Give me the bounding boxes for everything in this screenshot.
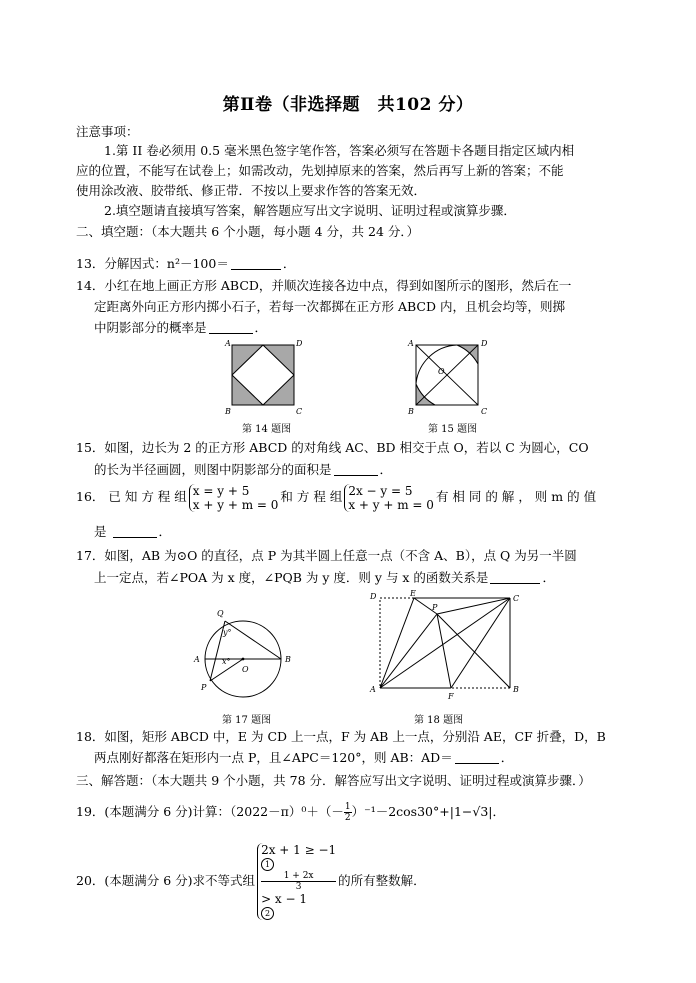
q13-answer-blank[interactable]: [231, 257, 281, 270]
q20-ineq-1: 2x + 1 ≥ −1: [261, 843, 337, 857]
q20-text: 20．(本题满分 6 分)求不等式组: [76, 873, 256, 888]
fig18-caption: 第 18 题图: [414, 715, 464, 726]
notes-line-4: 2.填空题请直接填写答案，解答题应写出文字说明、证明过程或演算步骤．: [104, 203, 516, 218]
fig17-label-p: P: [201, 683, 207, 692]
q20-fraction: [261, 871, 336, 892]
q20-row-2: [261, 871, 336, 920]
fig14-caption: 第 14 题图: [242, 424, 292, 435]
fig14-label-d: D: [296, 339, 302, 348]
q17-text: 上一定点，若∠POA 为 x 度，∠PQB 为 y 度．则 y 与 x 的函数关系是: [94, 570, 489, 585]
q15-answer-blank[interactable]: [334, 463, 378, 476]
fig18-segment-ap: [380, 614, 437, 688]
fig15-label-a: A: [408, 339, 414, 348]
question-19: [76, 801, 505, 823]
figure-18: [364, 588, 524, 704]
q15-text: 的长为半径画圆，则图中阴影部分的面积是: [94, 462, 332, 477]
fig15-caption: 第 15 题图: [428, 424, 478, 435]
q15-line-2: [94, 462, 392, 478]
q16-line-2: [94, 524, 171, 540]
fig18-diagonal-ac: [380, 598, 510, 688]
notes-heading: 注意事项：: [76, 124, 139, 139]
q19-fraction-den: 2: [344, 813, 351, 823]
fig18-label-p: P: [432, 603, 438, 612]
q19-post: ）⁻¹－2cos30°+|1−√3|．: [351, 804, 505, 819]
q14-text: 中阴影部分的概率是: [94, 320, 207, 335]
q20-marker-2: 2: [261, 907, 274, 920]
fig15-label-d: D: [481, 339, 488, 348]
q20-post: 的所有整数解．: [338, 873, 426, 888]
notes-line-3: 使用涂改液、胶带纸、修正带．不按以上要求作答的答案无效．: [76, 183, 427, 198]
q20-row-1: [261, 843, 336, 871]
fig17-center-dot: [242, 658, 245, 661]
fig18-label-b: B: [513, 685, 519, 694]
q18-answer-blank[interactable]: [455, 751, 499, 764]
fig17-label-q: Q: [217, 609, 224, 618]
q18-line-2: [94, 750, 513, 766]
notes-line-2: 应的位置，不能写在试卷上；如需改动，先划掉原来的答案，然后再写上新的答案；不能: [76, 163, 564, 178]
q17-end: ．: [542, 570, 555, 585]
fig18-segment-pf: [437, 614, 451, 688]
fig15-label-b: B: [408, 407, 414, 416]
q16-post: 有 相 同 的 解 ， 则 m 的 值: [435, 489, 597, 504]
fig17-chord-qb: [225, 621, 281, 659]
q16-answer-blank[interactable]: [113, 525, 157, 538]
q16-end: ．: [158, 524, 172, 539]
fig15-label-o: O: [438, 367, 445, 376]
q17-answer-blank[interactable]: [490, 571, 540, 584]
fig17-label-a: A: [194, 655, 200, 664]
q16-text: 16． 已 知 方 程 组: [76, 489, 187, 504]
q16-text-2: 是: [94, 524, 107, 539]
q20-fraction-den: 3: [295, 882, 302, 892]
q15-line-1: 15．如图，边长为 2 的正方形 ABCD 的对角线 AC、BD 相交于点 O，若以 C 为圆心，CO: [76, 440, 589, 455]
q16-eq1b: x + y + m = 0: [192, 497, 279, 512]
q20-fraction-num: 1 + 2x: [261, 871, 336, 882]
fig18-fold-ae: [380, 598, 414, 688]
q19-text: 19．(本题满分 6 分)计算：（2022－π）⁰＋（－: [76, 804, 344, 819]
fig18-label-e: E: [410, 589, 416, 598]
fig14-label-b: B: [225, 407, 231, 416]
q14-line-1: 14．小红在地上画正方形 ABCD，并顺次连接各边中点，得到如图所示的图形，然后在一: [76, 278, 572, 293]
q16-system-2: [344, 484, 434, 512]
q20-marker-1: 1: [261, 858, 274, 871]
notes-line-1: 1.第 II 卷必须用 0.5 毫米黑色签字笔作答，答案必须写在答题卡各题目指定区域内相: [104, 143, 575, 158]
section-solve: 三、解答题：（本大题共 9 个小题，共 78 分．解答应写出文字说明、证明过程或演算步骤．）: [76, 773, 591, 788]
question-16: [76, 483, 596, 512]
figure-14: [222, 338, 302, 416]
q18-line-1: 18．如图，矩形 ABCD 中，E 为 CD 上一点，F 为 AB 上一点，分别沿 AE，CF 折叠，D，B: [76, 729, 606, 744]
q13-end: ．: [282, 256, 296, 271]
q14-end: ．: [254, 320, 268, 335]
section-title: 第Ⅱ卷（非选择题 共102 分）: [222, 95, 474, 115]
q17-line-2: [94, 570, 555, 586]
fig17-caption: 第 17 题图: [222, 715, 272, 726]
fig18-label-f: F: [448, 692, 454, 701]
fig18-label-c: C: [513, 594, 520, 603]
fig18-segment-pb: [437, 614, 510, 688]
fig17-label-o: O: [242, 665, 249, 674]
q19-fraction-num: 1: [344, 802, 351, 812]
q16-eq1a: x = y + 5: [192, 483, 250, 498]
q16-mid: 和 方 程 组: [280, 489, 343, 504]
section-fill-blank: 二、填空题：（本大题共 6 个小题，每小题 4 分，共 24 分．）: [76, 224, 420, 239]
question-13: [76, 256, 295, 272]
q20-ineq-2: > x − 1: [261, 892, 308, 906]
fig17-label-y: y°: [223, 628, 232, 637]
q18-end: ．: [500, 750, 514, 765]
fig14-label-a: A: [225, 339, 231, 348]
q18-text: 两点刚好都落在矩形内一点 P，且∠APC＝120°，则 AB：AD＝: [94, 750, 453, 765]
q16-eq2b: x + y + m = 0: [348, 497, 434, 512]
q16-eq2a: 2x − y = 5: [348, 483, 413, 498]
q20-system: [257, 843, 336, 920]
fig18-label-a: A: [370, 685, 376, 694]
fig15-label-c: C: [481, 407, 488, 416]
fig14-label-c: C: [296, 407, 302, 416]
q13-text: 13．分解因式：n²－100＝: [76, 256, 229, 271]
q17-line-1: 17．如图，AB 为⊙O 的直径，点 P 为其半圆上任意一点（不含 A、B），点 Q 为另一半圆: [76, 548, 577, 563]
figure-15: [404, 338, 492, 416]
fig17-label-x: x°: [222, 657, 231, 666]
q19-fraction: [344, 802, 352, 823]
fig18-fold-cf: [451, 598, 510, 688]
q14-answer-blank[interactable]: [209, 321, 253, 334]
question-20: [76, 843, 426, 920]
figure-17: [190, 600, 302, 704]
q14-line-2: 定距离外向正方形内掷小石子，若每一次都掷在正方形 ABCD 内，且机会均等，则掷: [94, 299, 565, 314]
q15-end: ．: [379, 462, 393, 477]
fig17-label-b: B: [285, 655, 291, 664]
fig18-label-d: D: [370, 592, 377, 601]
q16-system-1: [189, 484, 279, 512]
q14-line-3: [94, 320, 267, 336]
